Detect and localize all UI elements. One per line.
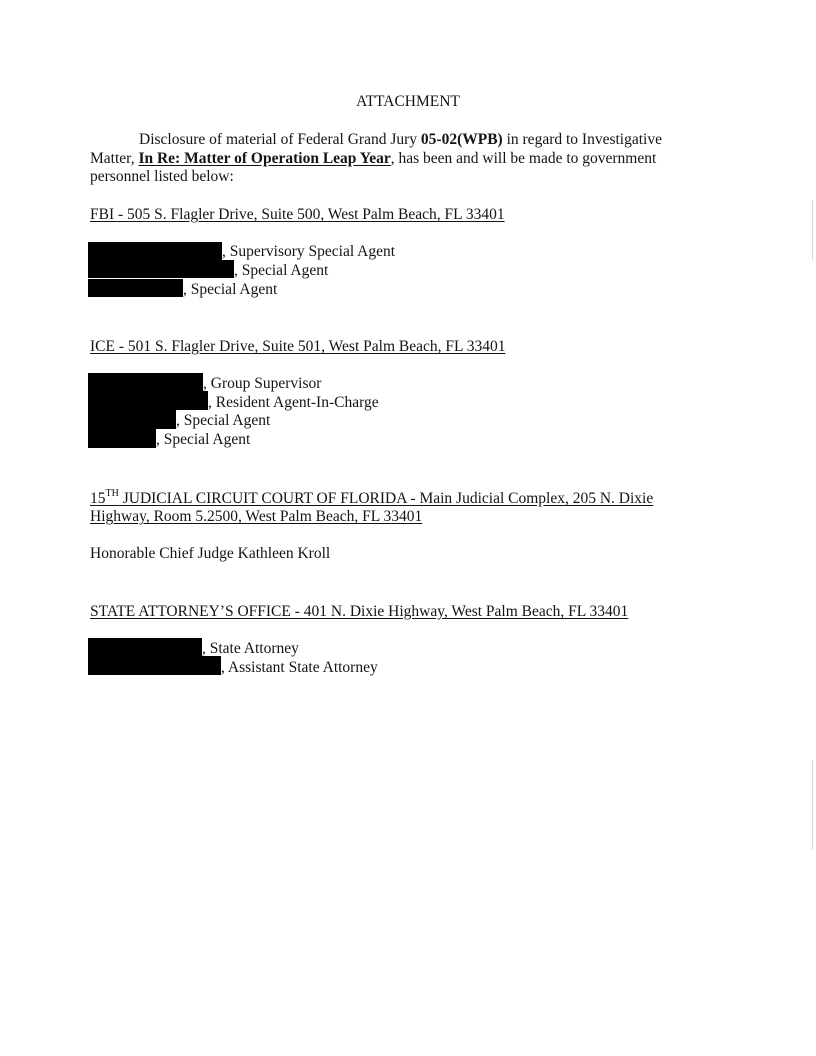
intro-line-3: personnel listed below: — [90, 168, 234, 185]
intro-text: , has been and will be made to government — [390, 150, 657, 167]
intro-text: in regard to Investigative — [502, 131, 662, 148]
redaction-block — [88, 279, 183, 297]
redaction-block — [88, 242, 222, 260]
person-title: , Resident Agent-In-Charge — [208, 394, 379, 411]
scan-artifact — [812, 760, 813, 850]
redaction-block — [88, 410, 176, 429]
judge-name: Honorable Chief Judge Kathleen Kroll — [90, 545, 331, 562]
section-heading-fbi: FBI - 505 S. Flagler Drive, Suite 500, West Palm Beach, FL 33401 — [90, 206, 505, 223]
page-title: ATTACHMENT — [356, 93, 460, 110]
section-heading-state-attorney: STATE ATTORNEY’S OFFICE - 401 N. Dixie Highway, West Palm Beach, FL 33401 — [90, 603, 629, 620]
redaction-block — [88, 429, 156, 448]
redaction-block — [88, 373, 203, 391]
court-heading-text: JUDICIAL CIRCUIT COURT OF FLORIDA - Main Judicial Complex, 205 N. Dixie — [118, 490, 654, 507]
redaction-block — [88, 656, 221, 675]
redaction-block — [88, 391, 208, 410]
intro-line-1 — [139, 131, 662, 149]
matter-name: In Re: Matter of Operation Leap Year — [138, 150, 391, 167]
person-title: , Special Agent — [156, 431, 251, 448]
grand-jury-number: 05-02(WPB) — [420, 131, 503, 148]
person-title: , Group Supervisor — [203, 375, 322, 392]
redaction-block — [88, 638, 202, 656]
section-heading-court-line-2: Highway, Room 5.2500, West Palm Beach, FL 33401 — [90, 508, 423, 525]
intro-text: Disclosure of material of Federal Grand Jury — [139, 131, 421, 148]
section-heading-court — [90, 487, 654, 508]
section-heading-ice: ICE - 501 S. Flagler Drive, Suite 501, West Palm Beach, FL 33401 — [90, 338, 506, 355]
person-title: , Supervisory Special Agent — [222, 243, 396, 260]
person-title: , State Attorney — [202, 640, 299, 657]
person-title: , Special Agent — [183, 281, 278, 298]
person-title: , Assistant State Attorney — [221, 659, 378, 676]
court-ordinal-suffix: TH — [105, 487, 119, 499]
person-title: , Special Agent — [176, 412, 271, 429]
intro-line-2 — [90, 150, 656, 168]
intro-text: Matter, — [90, 150, 139, 167]
court-ordinal: 15 — [90, 490, 106, 507]
redaction-block — [88, 260, 234, 278]
scan-artifact — [812, 200, 813, 260]
person-title: , Special Agent — [234, 262, 329, 279]
